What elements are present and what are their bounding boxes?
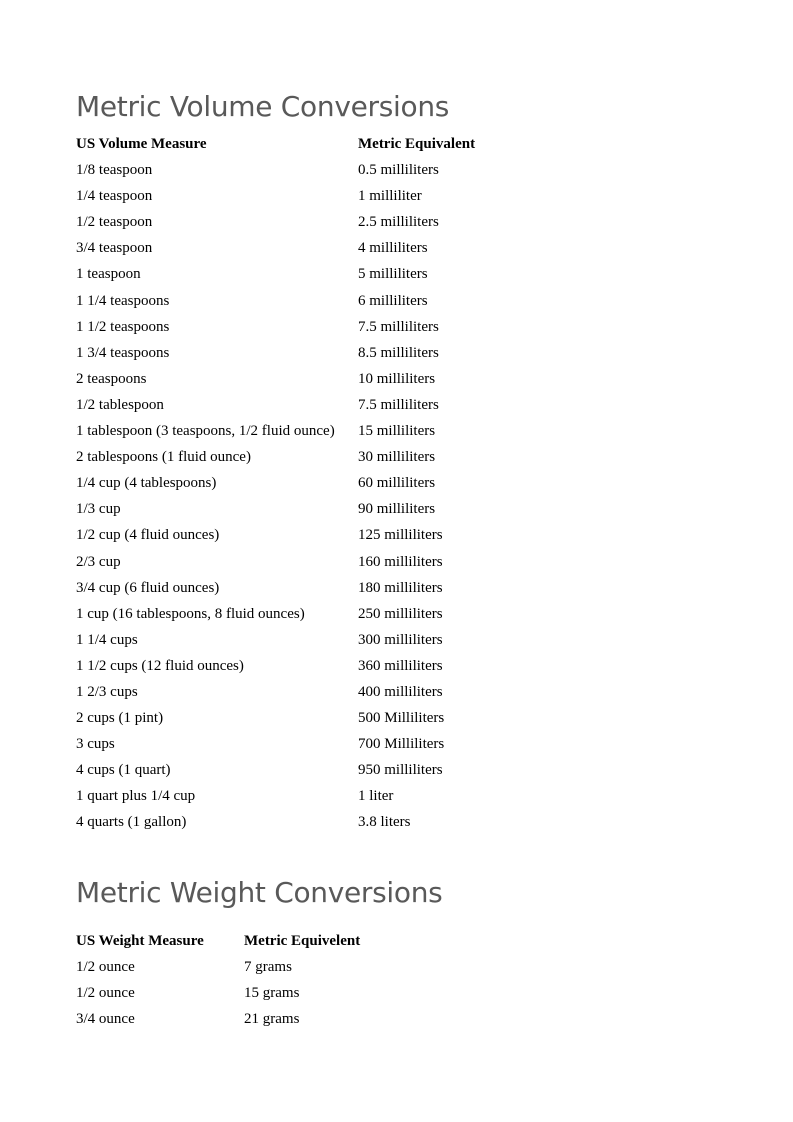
table-row bbox=[76, 444, 518, 470]
metric-value-cell: 1 liter bbox=[358, 788, 394, 805]
metric-value-cell: 180 milliliters bbox=[358, 579, 443, 596]
metric-value-cell: 950 milliliters bbox=[358, 762, 443, 779]
metric-value-cell: 5 milliliters bbox=[358, 266, 428, 283]
us-measure-cell: 4 quarts (1 gallon) bbox=[76, 814, 187, 831]
metric-value-cell: 30 milliliters bbox=[358, 449, 436, 466]
metric-value-cell: 90 milliliters bbox=[358, 501, 436, 518]
table-row bbox=[76, 418, 518, 444]
us-measure-cell: 1/2 tablespoon bbox=[76, 396, 164, 413]
table-row bbox=[76, 288, 518, 314]
metric-value-cell: 0.5 milliliters bbox=[358, 162, 439, 179]
us-measure-cell: 1 1/2 teaspoons bbox=[76, 318, 170, 335]
metric-value-cell: 4 milliliters bbox=[358, 240, 428, 257]
us-measure-cell: 1 3/4 teaspoons bbox=[76, 344, 170, 361]
metric-value-cell: 8.5 milliliters bbox=[358, 344, 439, 361]
us-measure-cell: 2 teaspoons bbox=[76, 370, 147, 387]
metric-value-cell: 15 grams bbox=[244, 985, 300, 1002]
table-row bbox=[76, 183, 518, 209]
table-row bbox=[76, 653, 518, 679]
volume-conversion-table bbox=[76, 131, 518, 836]
us-measure-cell: 1/2 ounce bbox=[76, 985, 135, 1002]
us-measure-cell: 3/4 teaspoon bbox=[76, 240, 153, 257]
table-row bbox=[76, 575, 518, 601]
metric-value-cell: 500 Milliliters bbox=[358, 710, 445, 727]
metric-value-cell: 700 Milliliters bbox=[358, 736, 445, 753]
metric-value-cell: 7.5 milliliters bbox=[358, 396, 439, 413]
table-header-row bbox=[76, 131, 518, 157]
us-measure-cell: 1/3 cup bbox=[76, 501, 121, 518]
metric-value-cell: 160 milliliters bbox=[358, 553, 443, 570]
us-measure-cell: 1 tablespoon (3 teaspoons, 1/2 fluid ounce) bbox=[76, 423, 335, 440]
us-weight-header: US Weight Measure bbox=[76, 933, 204, 949]
metric-value-cell: 7 grams bbox=[244, 959, 292, 976]
weight-conversion-table bbox=[76, 928, 404, 1032]
us-measure-cell: 1 teaspoon bbox=[76, 266, 141, 283]
table-header-row bbox=[76, 928, 404, 954]
metric-equivelent-header: Metric Equivelent bbox=[244, 933, 361, 949]
metric-value-cell: 400 milliliters bbox=[358, 683, 443, 700]
table-row bbox=[76, 954, 404, 980]
weight-table-body bbox=[76, 954, 404, 1032]
volume-conversions-heading: Metric Volume Conversions bbox=[76, 90, 450, 123]
table-row bbox=[76, 392, 518, 418]
metric-value-cell: 360 milliliters bbox=[358, 657, 443, 674]
table-row bbox=[76, 314, 518, 340]
table-row bbox=[76, 496, 518, 522]
us-measure-cell: 1 cup (16 tablespoons, 8 fluid ounces) bbox=[76, 605, 305, 622]
table-row bbox=[76, 522, 518, 548]
table-row bbox=[76, 366, 518, 392]
us-measure-cell: 3/4 ounce bbox=[76, 1011, 135, 1028]
table-row bbox=[76, 157, 518, 183]
table-row bbox=[76, 627, 518, 653]
us-measure-cell: 1/4 teaspoon bbox=[76, 188, 153, 205]
table-row bbox=[76, 261, 518, 287]
us-measure-cell: 1/4 cup (4 tablespoons) bbox=[76, 475, 217, 492]
table-row bbox=[76, 470, 518, 496]
metric-equivalent-header: Metric Equivalent bbox=[358, 136, 476, 152]
us-measure-cell: 1 quart plus 1/4 cup bbox=[76, 788, 196, 805]
us-volume-header: US Volume Measure bbox=[76, 136, 207, 152]
us-measure-cell: 1/8 teaspoon bbox=[76, 162, 153, 179]
table-row bbox=[76, 1006, 404, 1032]
us-measure-cell: 1/2 cup (4 fluid ounces) bbox=[76, 527, 220, 544]
metric-value-cell: 7.5 milliliters bbox=[358, 318, 439, 335]
metric-value-cell: 250 milliliters bbox=[358, 605, 443, 622]
metric-value-cell: 21 grams bbox=[244, 1011, 300, 1028]
us-measure-cell: 2/3 cup bbox=[76, 553, 121, 570]
table-row bbox=[76, 209, 518, 235]
metric-value-cell: 2.5 milliliters bbox=[358, 214, 439, 231]
metric-value-cell: 1 milliliter bbox=[358, 188, 422, 205]
table-row bbox=[76, 757, 518, 783]
table-row bbox=[76, 705, 518, 731]
metric-value-cell: 300 milliliters bbox=[358, 631, 443, 648]
metric-value-cell: 125 milliliters bbox=[358, 527, 443, 544]
table-row bbox=[76, 340, 518, 366]
volume-table-body bbox=[76, 157, 518, 835]
weight-conversions-heading: Metric Weight Conversions bbox=[76, 876, 443, 909]
us-measure-cell: 1/2 teaspoon bbox=[76, 214, 153, 231]
us-measure-cell: 1 1/2 cups (12 fluid ounces) bbox=[76, 657, 244, 674]
table-row bbox=[76, 731, 518, 757]
table-row bbox=[76, 235, 518, 261]
table-row bbox=[76, 601, 518, 627]
us-measure-cell: 1 1/4 cups bbox=[76, 631, 138, 648]
table-row bbox=[76, 679, 518, 705]
table-row bbox=[76, 549, 518, 575]
metric-value-cell: 60 milliliters bbox=[358, 475, 436, 492]
us-measure-cell: 2 cups (1 pint) bbox=[76, 710, 164, 727]
metric-value-cell: 15 milliliters bbox=[358, 423, 436, 440]
metric-value-cell: 10 milliliters bbox=[358, 370, 436, 387]
table-row bbox=[76, 783, 518, 809]
metric-value-cell: 6 milliliters bbox=[358, 292, 428, 309]
metric-value-cell: 3.8 liters bbox=[358, 814, 411, 831]
us-measure-cell: 3 cups bbox=[76, 736, 115, 753]
us-measure-cell: 1 2/3 cups bbox=[76, 683, 138, 700]
us-measure-cell: 4 cups (1 quart) bbox=[76, 762, 171, 779]
us-measure-cell: 1 1/4 teaspoons bbox=[76, 292, 170, 309]
us-measure-cell: 1/2 ounce bbox=[76, 959, 135, 976]
table-row bbox=[76, 809, 518, 835]
table-row bbox=[76, 980, 404, 1006]
us-measure-cell: 2 tablespoons (1 fluid ounce) bbox=[76, 449, 251, 466]
us-measure-cell: 3/4 cup (6 fluid ounces) bbox=[76, 579, 220, 596]
